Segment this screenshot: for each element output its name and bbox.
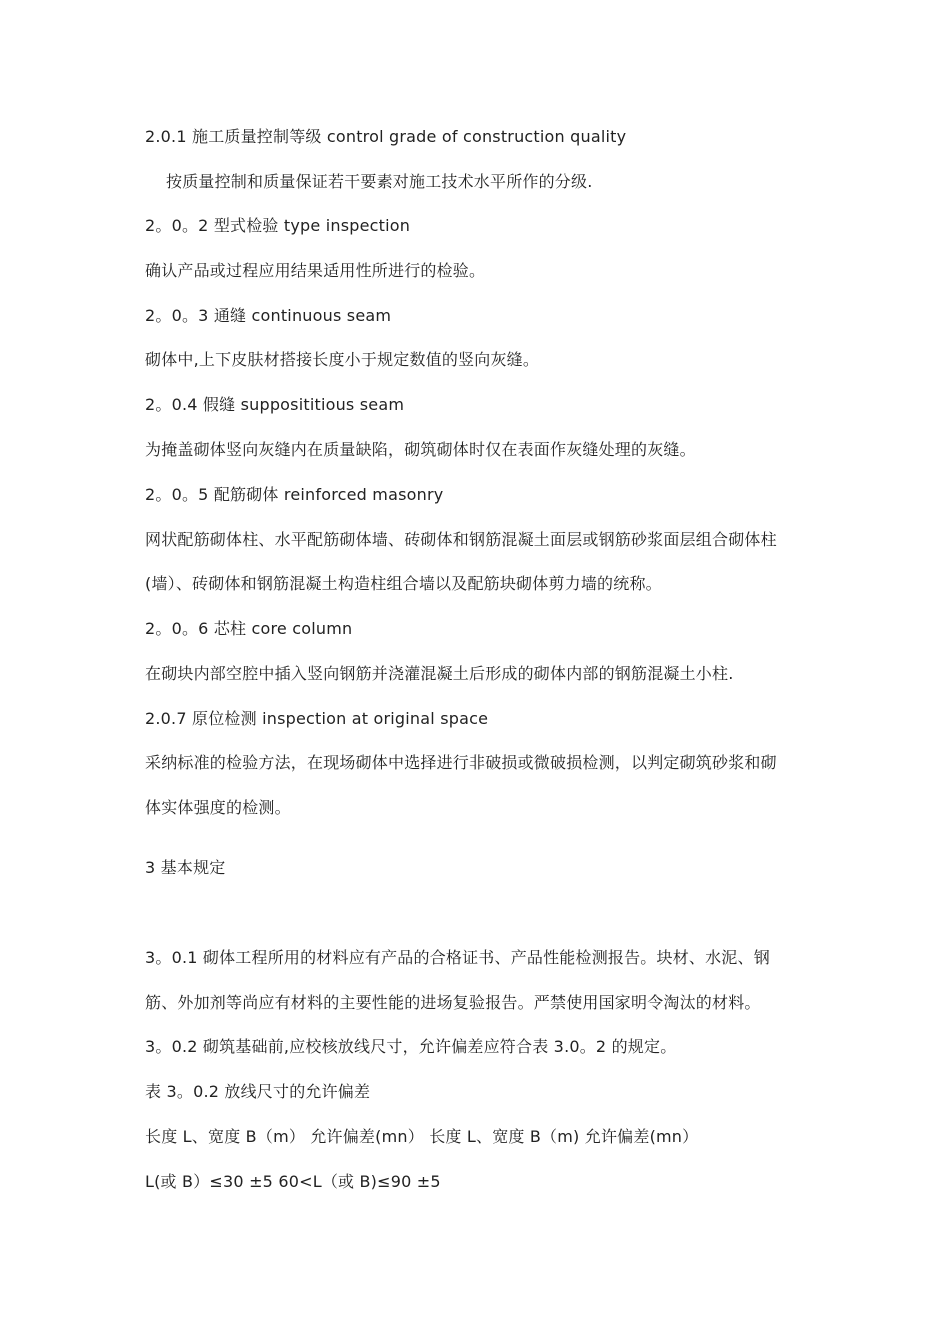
table-data-row: L(或 B）≤30 ±5 60<L（或 B)≤90 ±5 [145, 1172, 441, 1191]
term-heading-2-0-6: 2。0。6 芯柱 core column [145, 619, 353, 638]
term-definition-2-0-5-line-1: 网状配筋砌体柱、水平配筋砌体墙、砖砌体和钢筋混凝土面层或钢筋砂浆面层组合砌体柱 [145, 530, 777, 549]
term-definition-2-0-6: 在砌块内部空腔中插入竖向钢筋并浇灌混凝土后形成的砌体内部的钢筋混凝土小柱. [145, 664, 734, 683]
term-heading-2-0-7: 2.0.7 原位检测 inspection at original space [145, 709, 489, 728]
term-definition-2-0-5-line-2: (墙）、砖砌体和钢筋混凝土构造柱组合墙以及配筋块砌体剪力墙的统称。 [145, 574, 662, 593]
term-heading-2-0-2: 2。0。2 型式检验 type inspection [145, 216, 411, 235]
term-definition-2-0-3: 砌体中,上下皮肤材搭接长度小于规定数值的竖向灰缝。 [145, 350, 540, 369]
term-definition-2-0-1: 按质量控制和质量保证若干要素对施工技术水平所作的分级. [166, 172, 593, 191]
table-header-row: 长度 L、宽度 B（m） 允许偏差(mn） 长度 L、宽度 B（m) 允许偏差(mn） [145, 1127, 699, 1146]
section-heading-3: 3 基本规定 [145, 858, 226, 877]
term-heading-2-0-5: 2。0。5 配筋砌体 reinforced masonry [145, 485, 444, 504]
term-definition-2-0-4: 为掩盖砌体竖向灰缝内在质量缺陷，砌筑砌体时仅在表面作灰缝处理的灰缝。 [145, 440, 696, 459]
clause-3-0-1-line-2: 筋、外加剂等尚应有材料的主要性能的进场复验报告。严禁使用国家明令淘汰的材料。 [145, 993, 761, 1012]
term-heading-2-0-3: 2。0。3 通缝 continuous seam [145, 306, 392, 325]
term-heading-2-0-4: 2。0.4 假缝 supposititious seam [145, 395, 405, 414]
clause-3-0-2: 3。0.2 砌筑基础前,应校核放线尺寸，允许偏差应符合表 3.0。2 的规定。 [145, 1037, 677, 1056]
term-definition-2-0-7-line-2: 体实体强度的检测。 [145, 798, 291, 817]
term-definition-2-0-2: 确认产品或过程应用结果适用性所进行的检验。 [145, 261, 486, 280]
term-heading-2-0-1: 2.0.1 施工质量控制等级 control grade of construction quality [145, 127, 627, 146]
term-definition-2-0-7-line-1: 采纳标准的检验方法，在现场砌体中选择进行非破损或微破损检测，以判定砌筑砂浆和砌 [145, 753, 777, 772]
clause-3-0-1-line-1: 3。0.1 砌体工程所用的材料应有产品的合格证书、产品性能检测报告。块材、水泥、钢 [145, 948, 770, 967]
table-caption: 表 3。0.2 放线尺寸的允许偏差 [145, 1082, 371, 1101]
